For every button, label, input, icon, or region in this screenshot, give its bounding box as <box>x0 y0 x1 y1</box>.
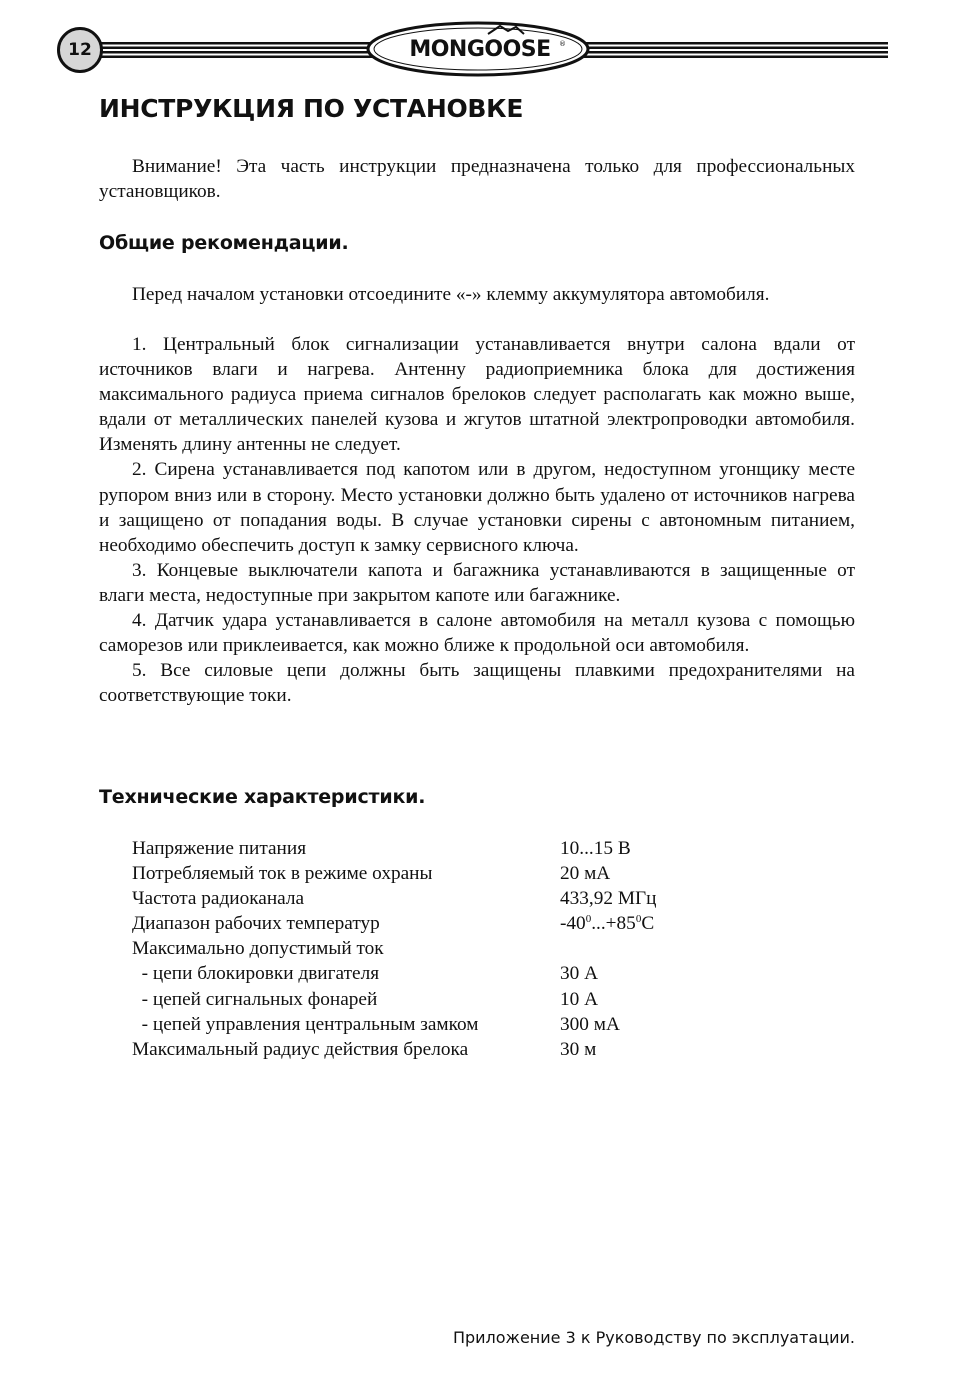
left-stripes <box>100 42 375 58</box>
spec-value: 433,92 МГц <box>560 888 657 910</box>
recommendation-item: 2. Сирена устанавливается под капотом или в другом, недоступном угонщику месте рупором вниз или в сторону. Место установки должно быть удалено от источников нагрева и защищено от попадания воды. В случае установки сирены с автономным питанием, необходимо обеспечить доступ к замку сервисного ключа. <box>99 459 855 556</box>
spec-row <box>132 911 692 936</box>
spec-value: 300 мА <box>560 1013 620 1035</box>
spec-value: 10...15 В <box>560 838 631 859</box>
right-stripes <box>584 42 888 58</box>
spec-label: - цепей управления центральным замком <box>132 1013 479 1035</box>
spec-row <box>132 961 692 986</box>
spec-row <box>132 861 692 886</box>
spec-row <box>132 836 692 861</box>
spec-value: 20 мА <box>560 863 611 885</box>
spec-value: 30 м <box>560 1038 597 1060</box>
intro-paragraph: Внимание! Эта часть инструкции предназначена только для профессиональных установщиков. <box>99 156 855 203</box>
spec-label: Напряжение питания <box>132 838 307 859</box>
spec-row <box>132 987 692 1012</box>
section-heading-specs: Технические характеристики. <box>99 786 426 808</box>
spec-label: - цепей сигнальных фонарей <box>132 988 378 1010</box>
spec-label: Максимально допустимый ток <box>132 938 384 960</box>
spec-row <box>132 1012 692 1037</box>
spec-row <box>132 886 692 911</box>
recommendation-item: 1. Центральный блок сигнализации устанавливается внутри салона вдали от источников влаги и нагрева. Антенну радиоприемника блока для достижения максимального радиуса приема сигналов брелоков следует располагать как можно выше, вдали от металлических панелей кузова и жгутов штатной электропроводки автомобиля. Изменять длину антенны не следует. <box>99 334 855 456</box>
recommendation-item: 5. Все силовые цепи должны быть защищены плавкими предохранителями на соответствующие токи. <box>99 660 855 707</box>
pre-note-paragraph: Перед началом установки отсоедините «-» клемму аккумулятора автомобиля. <box>132 284 770 305</box>
registered-mark: ® <box>559 40 566 48</box>
specs-table <box>132 836 692 1062</box>
spec-label: Частота радиоканала <box>132 888 305 910</box>
spec-label: - цепи блокировки двигателя <box>132 963 380 985</box>
recommendations-list <box>99 332 855 708</box>
section-heading-general: Общие рекомендации. <box>99 232 349 254</box>
page-header <box>0 0 954 90</box>
spec-row <box>132 1037 692 1062</box>
spec-value-temperature: $-40^0...+85^0С$ <box>560 913 655 935</box>
spec-label: Потребляемый ток в режиме охраны <box>132 863 433 885</box>
spec-value: 10 А <box>560 988 599 1010</box>
page-title: ИНСТРУКЦИЯ ПО УСТАНОВКЕ <box>99 94 524 123</box>
recommendation-item: 3. Концевые выключатели капота и багажника устанавливаются в защищенные от влаги места, недоступные при закрытом капоте или багажнике. <box>99 559 855 606</box>
page-number-badge: 12 <box>57 27 103 73</box>
page-footer: Приложение 3 к Руководству по эксплуатации. <box>452 1328 855 1347</box>
brand-logo: MONGOOSE <box>409 36 551 62</box>
spec-row <box>132 936 692 961</box>
spec-value: 30 А <box>560 963 599 985</box>
recommendation-item: 4. Датчик удара устанавливается в салоне автомобиля на металл кузова с помощью саморезов или приклеивается, как можно ближе к продольной оси автомобиля. <box>99 610 855 657</box>
spec-label: Максимальный радиус действия брелока <box>132 1038 469 1060</box>
spec-label: Диапазон рабочих температур <box>132 913 380 935</box>
